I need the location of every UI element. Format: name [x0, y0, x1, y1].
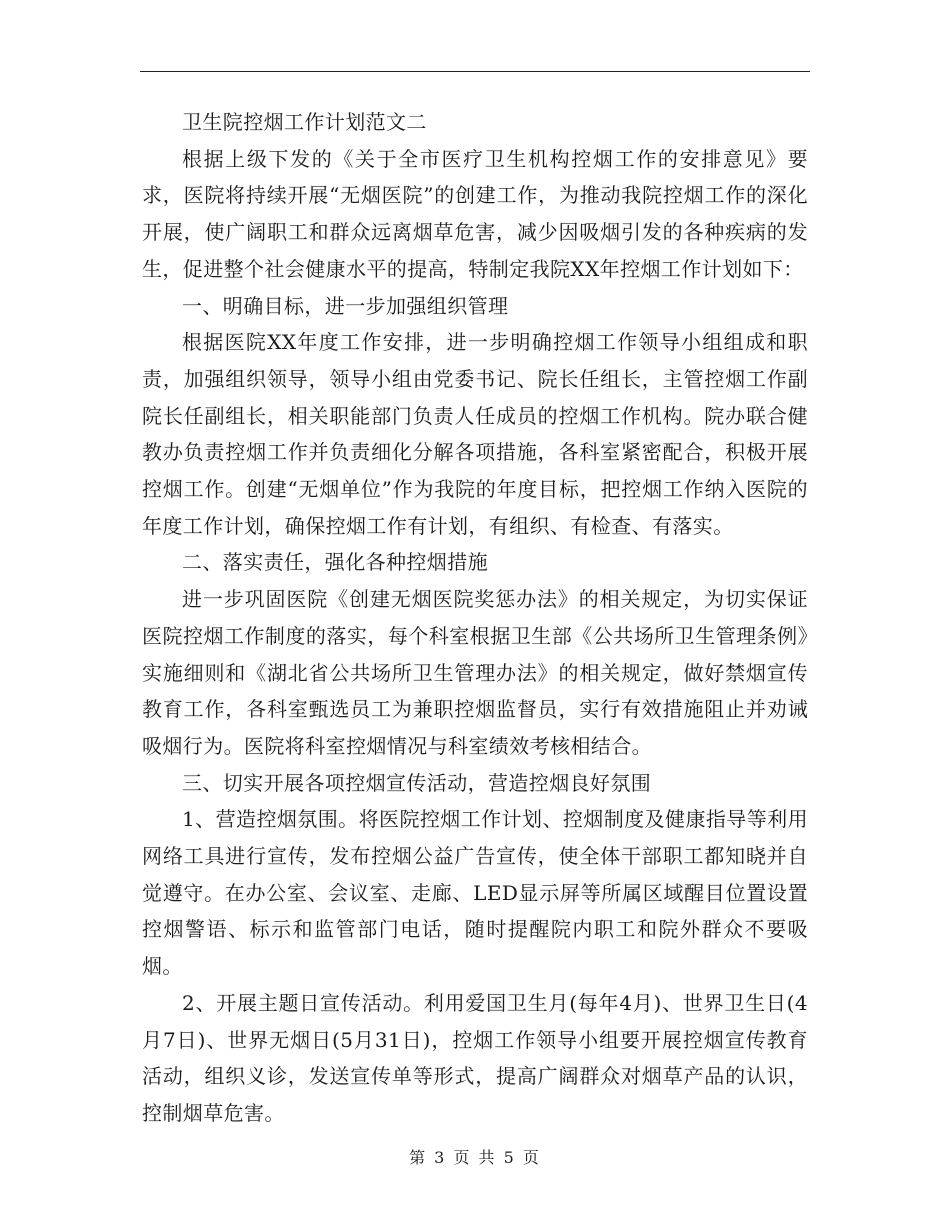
body-paragraph: 1、营造控烟氛围。将医院控烟工作计划、控烟制度及健康指导等利用网络工具进行宣传，发布控烟公益广告宣传，使全体干部职工都知晓并自觉遵守。在办公室、会议室、走廊、LED显示屏等所属区域醒目位置设置控烟警语、标示和监管部门电话，随时提醒院内职工和院外群众不要吸烟。 [142, 807, 808, 979]
section-heading: 三、切实开展各项控烟宣传活动，营造控烟良好氛围 [182, 770, 652, 795]
body-paragraph: 根据医院XX年度工作安排，进一步明确控烟工作领导小组组成和职责，加强组织领导，领导小组由党委书记、院长任组长，主管控烟工作副院长任副组长，相关职能部门负责人任成员的控烟工作机构。院办联合健教办负责控烟工作并负责细化分解各项措施，各科室紧密配合，积极开展控烟工作。创建“无烟单位”作为我院的年度目标，把控烟工作纳入医院的年度工作计划，确保控烟工作有计划，有组织、有检查、有落实。 [142, 330, 808, 538]
body-paragraph: 根据上级下发的《关于全市医疗卫生机构控烟工作的安排意见》要求，医院将持续开展“无烟医院”的创建工作，为推动我院控烟工作的深化开展，使广阔职工和群众远离烟草危害，减少因吸烟引发的各种疾病的发生，促进整个社会健康水平的提高，特制定我院XX年控烟工作计划如下： [142, 146, 808, 281]
document-title: 卫生院控烟工作计划范文二 [182, 110, 427, 134]
body-paragraph: 2、开展主题日宣传活动。利用爱国卫生月(每年4月)、世界卫生日(4月7日)、世界无烟日(5月31日)，控烟工作领导小组要开展控烟宣传教育活动，组织义诊，发送宣传单等形式，提高广阔群众对烟草产品的认识，控制烟草危害。 [142, 990, 808, 1125]
document-body [142, 104, 808, 1132]
section-heading: 二、落实责任，强化各种控烟措施 [182, 550, 488, 575]
body-paragraph: 进一步巩固医院《创建无烟医院奖惩办法》的相关规定，为切实保证医院控烟工作制度的落实，每个科室根据卫生部《公共场所卫生管理条例》实施细则和《湖北省公共场所卫生管理办法》的相关规定，做好禁烟宣传教育工作，各科室甄选员工为兼职控烟监督员，实行有效措施阻止并劝诫吸烟行为。医院将科室控烟情况与科室绩效考核相结合。 [142, 587, 808, 758]
page-number: 第 3 页 共 5 页 [409, 1148, 541, 1167]
header-rule [140, 71, 810, 72]
section-heading: 一、明确目标，进一步加强组织管理 [182, 293, 509, 318]
